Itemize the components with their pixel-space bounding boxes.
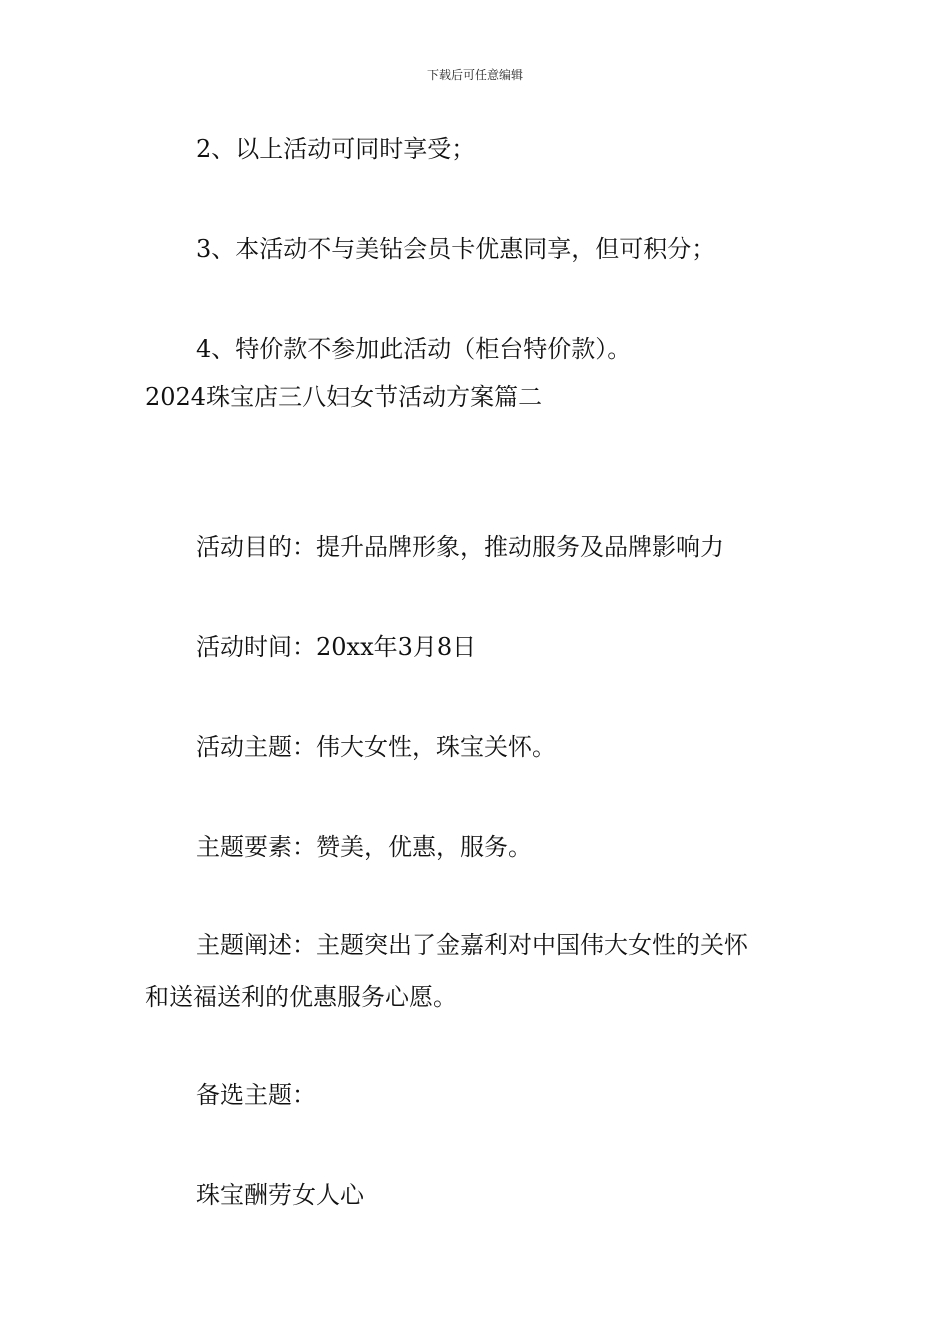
theme-elements: 主题要素：赞美，优惠，服务。 xyxy=(196,833,532,861)
alternative-themes-label: 备选主题： xyxy=(196,1081,316,1109)
activity-time: 活动时间：20xx年3月8日 xyxy=(196,633,477,661)
theme-description-line2: 和送福送利的优惠服务心愿。 xyxy=(145,983,457,1011)
section-title: 2024珠宝店三八妇女节活动方案篇二 xyxy=(145,383,543,411)
alternative-theme-1: 珠宝酬劳女人心 xyxy=(196,1181,364,1209)
list-item-2: 2、以上活动可同时享受； xyxy=(196,135,476,163)
theme-description-line1: 主题阐述：主题突出了金嘉利对中国伟大女性的关怀 xyxy=(196,931,748,959)
activity-theme: 活动主题：伟大女性，珠宝关怀。 xyxy=(196,733,556,761)
activity-purpose: 活动目的：提升品牌形象，推动服务及品牌影响力 xyxy=(196,533,724,561)
header-note: 下载后可任意编辑 xyxy=(426,68,523,82)
list-item-4: 4、特价款不参加此活动（柜台特价款）。 xyxy=(196,335,632,363)
list-item-3: 3、本活动不与美钻会员卡优惠同享，但可积分； xyxy=(196,235,716,263)
